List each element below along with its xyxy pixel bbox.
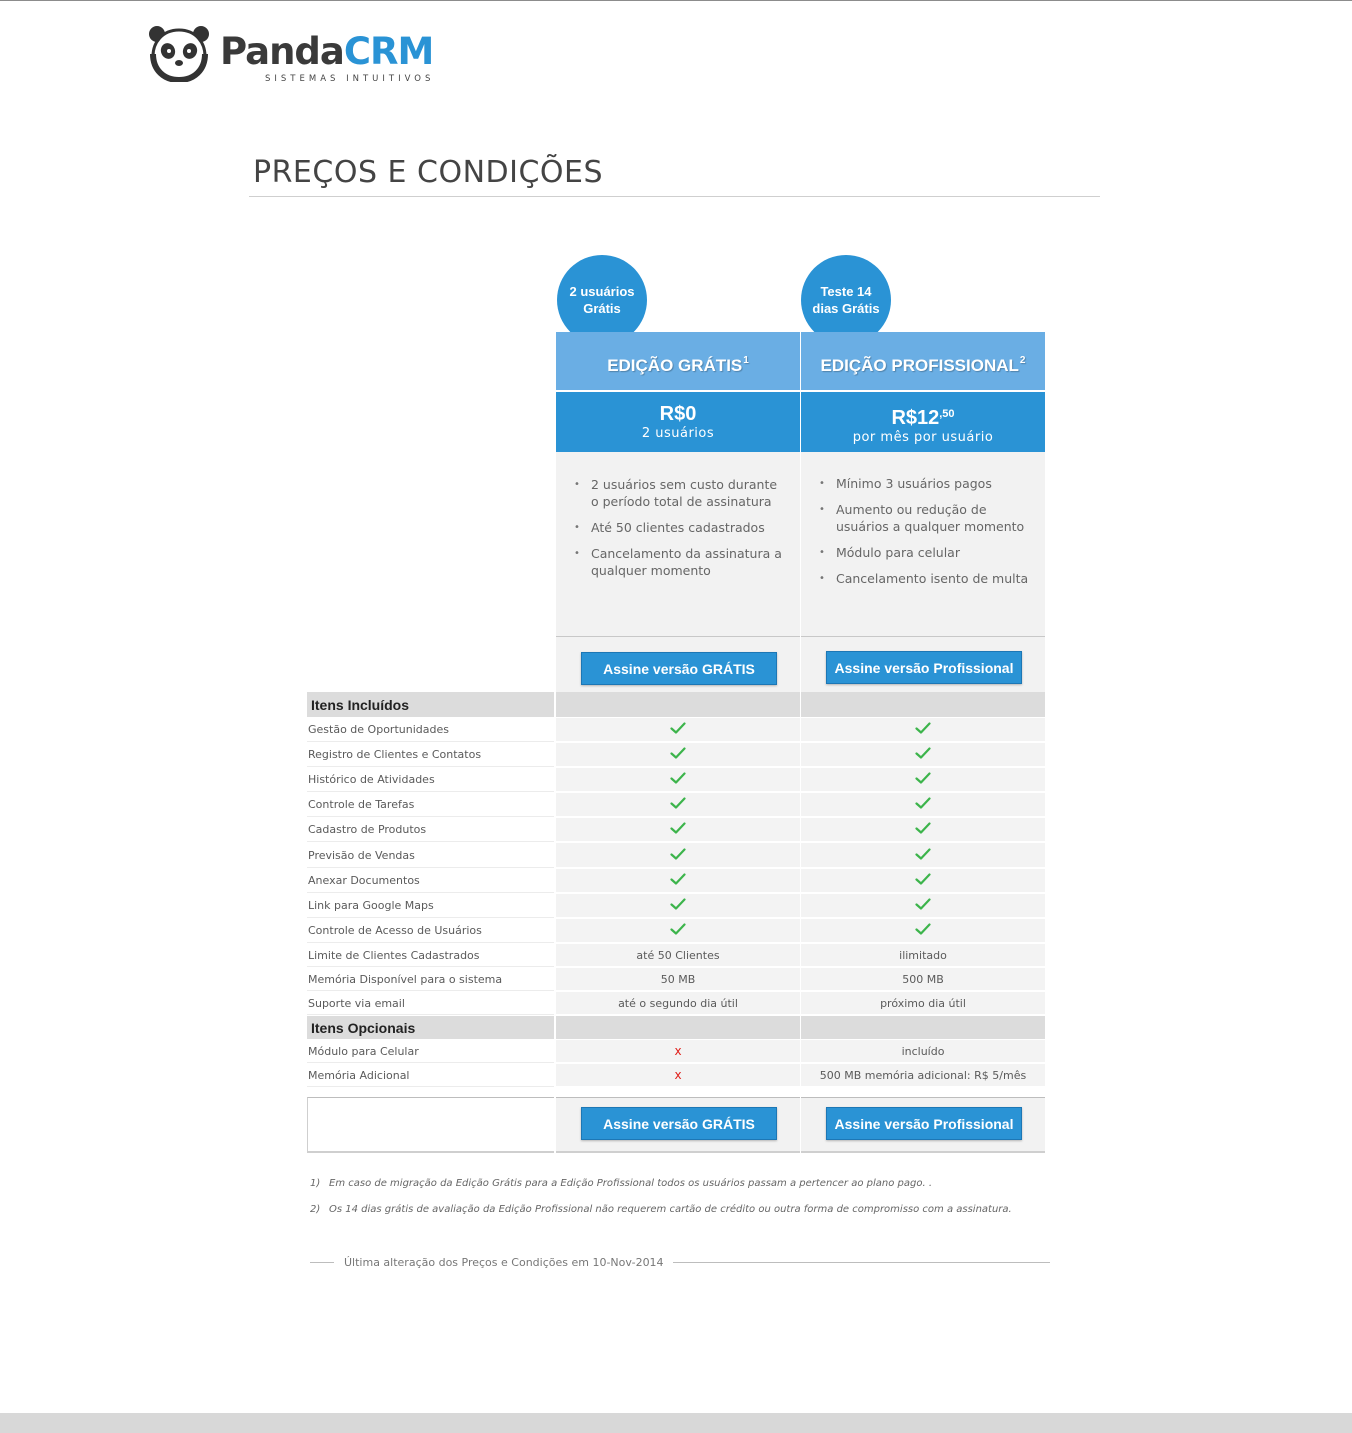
plan-price-note: 2 usuários [641, 426, 715, 441]
row-pro-value [801, 1064, 1045, 1087]
check-icon [670, 898, 686, 913]
row-label: Previsão de Vendas [307, 843, 554, 868]
divider [310, 1262, 334, 1263]
section-title: Itens Incluídos [307, 692, 554, 717]
row-label: Histórico de Atividades [307, 768, 554, 792]
plan-price-cents: ,50 [939, 408, 955, 420]
check-icon [915, 772, 931, 787]
plan-price: R$12 [891, 407, 940, 429]
row-pro-value [801, 919, 1045, 943]
row-pro-value [801, 718, 1045, 742]
check-icon [915, 822, 931, 837]
row-label: Módulo para Celular [307, 1040, 554, 1063]
row-label: Controle de Tarefas [307, 793, 554, 817]
brand-name [220, 30, 433, 74]
table-row [307, 768, 1046, 792]
row-free-value [556, 743, 800, 767]
row-label: Anexar Documentos [307, 869, 554, 893]
plan-feature-item: • Módulo para celular [819, 544, 1031, 561]
check-icon [670, 722, 686, 737]
row-label: Gestão de Oportunidades [307, 718, 554, 742]
brand-name-part1: Panda [220, 30, 344, 73]
row-pro-value [801, 992, 1045, 1015]
table-row [307, 818, 1046, 842]
plan-feature-item: • Até 50 clientes cadastrados [574, 519, 786, 536]
row-free-value [556, 894, 800, 918]
row-label: Memória Disponível para o sistema [307, 968, 554, 991]
page-title: PREÇOS E CONDIÇÕES [253, 155, 604, 190]
table-row [307, 992, 1046, 1015]
table-footer-free-cell [556, 1097, 800, 1153]
row-free-value [556, 1040, 800, 1063]
cell-value: ilimitado [899, 948, 947, 962]
section-free-cell [556, 1016, 800, 1039]
plan-feature-item: • Cancelamento da assinatura a qualquer momento [574, 545, 786, 579]
check-icon [915, 898, 931, 913]
cell-value: 500 MB [902, 972, 944, 986]
check-icon [915, 747, 931, 762]
cell-value: incluído [901, 1044, 945, 1058]
table-row [307, 1040, 1046, 1063]
footnote-text: Os 14 dias grátis de avaliação da Edição Profissional não requerem cartão de crédito ou outra forma de compromisso com a assinatura. [329, 1204, 1012, 1215]
brand-logo[interactable] [148, 24, 448, 88]
badge-line: 2 usuários [569, 284, 635, 299]
table-row [307, 1064, 1046, 1087]
row-free-value [556, 793, 800, 817]
footnote-text: Em caso de migração da Edição Grátis para a Edição Profissional todos os usuários passam a pertencer ao plano pago. . [329, 1178, 933, 1189]
table-row [307, 718, 1046, 742]
table-row [307, 968, 1046, 991]
table-row [307, 843, 1046, 868]
cell-value: até 50 Clientes [636, 948, 720, 962]
row-pro-value [801, 818, 1045, 842]
table-row [307, 944, 1046, 967]
table-footer [307, 1097, 1046, 1153]
footnote-ref: 1 [743, 355, 749, 366]
table-footer-label-cell [307, 1097, 554, 1153]
plan-name: EDIÇÃO PROFISSIONAL [820, 356, 1019, 375]
row-free-value [556, 818, 800, 842]
plan-name: EDIÇÃO GRÁTIS [607, 356, 743, 375]
cell-value: 50 MB [660, 972, 696, 986]
divider [673, 1262, 1050, 1263]
row-label: Link para Google Maps [307, 894, 554, 918]
table-footer-pro-cell [801, 1097, 1045, 1153]
table-row [307, 793, 1046, 817]
subscribe-pro-button-bottom[interactable]: Assine versão Profissional [826, 1107, 1022, 1140]
plan-features [556, 452, 800, 636]
check-icon [915, 848, 931, 863]
row-pro-value [801, 944, 1045, 967]
plan-feature-item: • Aumento ou redução de usuários a qualquer momento [819, 501, 1031, 535]
title-divider [249, 196, 1100, 197]
footer-band [0, 1413, 1352, 1433]
section-free-cell [556, 692, 800, 717]
check-icon [670, 923, 686, 938]
check-icon [670, 772, 686, 787]
footnote-number: 2) [310, 1204, 321, 1215]
cell-value: 500 MB memória adicional: R$ 5/mês [819, 1068, 1027, 1082]
plan-cta-area [556, 636, 800, 692]
top-border [0, 0, 1352, 1]
footnote-ref: 2 [1019, 355, 1026, 366]
row-label: Memória Adicional [307, 1064, 554, 1087]
subscribe-pro-button[interactable]: Assine versão Profissional [826, 651, 1022, 684]
plan-price-note: por mês por usuário [852, 430, 994, 445]
section-pro-cell [801, 1016, 1045, 1039]
plan-cta-area [801, 636, 1045, 692]
footnote [310, 1177, 1070, 1191]
row-free-value [556, 843, 800, 868]
plan-feature-item: • Mínimo 3 usuários pagos [819, 475, 1031, 492]
row-pro-value [801, 968, 1045, 991]
section-title: Itens Opcionais [307, 1016, 554, 1039]
last-modified [310, 1254, 1050, 1270]
table-row [307, 919, 1046, 943]
check-icon [670, 848, 686, 863]
check-icon [915, 797, 931, 812]
plan-feature-item: • Cancelamento isento de multa [819, 570, 1031, 587]
check-icon [670, 873, 686, 888]
plan-features [801, 452, 1045, 636]
row-free-value [556, 944, 800, 967]
plan-header [801, 332, 1045, 390]
subscribe-free-button[interactable]: Assine versão GRÁTIS [581, 652, 777, 685]
badge-line: dias Grátis [812, 301, 880, 316]
row-label: Registro de Clientes e Contatos [307, 743, 554, 767]
row-free-value [556, 718, 800, 742]
row-pro-value [801, 894, 1045, 918]
check-icon [670, 797, 686, 812]
row-free-value [556, 1064, 800, 1087]
subscribe-free-button-bottom[interactable]: Assine versão GRÁTIS [581, 1107, 777, 1140]
panda-icon [148, 24, 210, 82]
plan-feature-item: • 2 usuários sem custo durante o período total de assinatura [574, 476, 786, 510]
footnote-number: 1) [310, 1178, 321, 1189]
table-section-header [307, 692, 1046, 717]
plan-price-box [556, 392, 800, 452]
plan-price: R$0 [659, 403, 697, 425]
row-free-value [556, 869, 800, 893]
row-label: Cadastro de Produtos [307, 818, 554, 842]
badge-line: Teste 14 [820, 284, 872, 299]
row-free-value [556, 992, 800, 1015]
footnote [310, 1203, 1070, 1217]
table-row [307, 869, 1046, 893]
badge-line: Grátis [583, 301, 621, 316]
brand-name-part2: CRM [343, 30, 434, 73]
row-free-value [556, 768, 800, 792]
check-icon [670, 822, 686, 837]
footnotes [310, 1177, 1070, 1229]
row-label: Suporte via email [307, 992, 554, 1015]
cross-icon: x [674, 1068, 682, 1082]
row-pro-value [801, 793, 1045, 817]
last-modified-text: Última alteração dos Preços e Condições em 10-Nov-2014 [344, 1255, 664, 1269]
row-label: Controle de Acesso de Usuários [307, 919, 554, 943]
check-icon [915, 722, 931, 737]
row-free-value [556, 968, 800, 991]
table-row [307, 743, 1046, 767]
table-row [307, 894, 1046, 918]
row-pro-value [801, 869, 1045, 893]
check-icon [915, 873, 931, 888]
row-pro-value [801, 843, 1045, 868]
row-pro-value [801, 768, 1045, 792]
row-free-value [556, 919, 800, 943]
section-pro-cell [801, 692, 1045, 717]
row-pro-value [801, 743, 1045, 767]
plan-header [556, 332, 800, 390]
row-pro-value [801, 1040, 1045, 1063]
check-icon [670, 747, 686, 762]
cross-icon: x [674, 1044, 682, 1058]
cell-value: até o segundo dia útil [618, 996, 738, 1010]
brand-tagline: SISTEMAS INTUITIVOS [265, 74, 435, 84]
check-icon [915, 923, 931, 938]
plan-price-box [801, 392, 1045, 452]
row-label: Limite de Clientes Cadastrados [307, 944, 554, 967]
cell-value: próximo dia útil [880, 996, 966, 1010]
table-section-header [307, 1016, 1046, 1039]
